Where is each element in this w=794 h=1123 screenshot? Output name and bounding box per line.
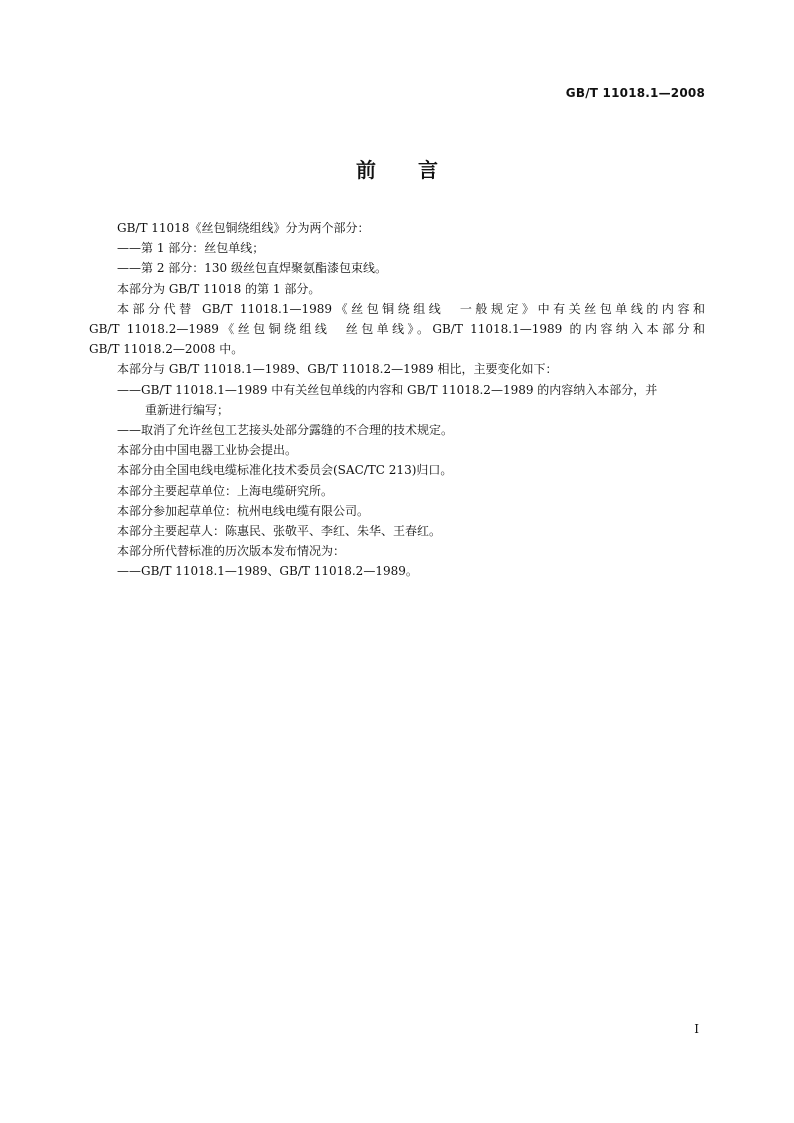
list-item-previous-editions: ——GB/T 11018.1—1989、GB/T 11018.2—1989。 [117,564,418,579]
foreword-body [89,218,705,582]
page-title: 前言 [356,158,480,182]
list-item-change-1-continued: 重新进行编写； [145,402,230,417]
list-item-part-1: ——第 1 部分：丝包单线； [117,241,265,256]
paragraph-replaces-line-2: GB/T 11018.2—1989《丝包铜绕组线 丝包单线》。GB/T 11018.1—1989 的内容纳入本部分和 [89,322,705,337]
paragraph-replaces-line-1: 本部分代替 GB/T 11018.1—1989《丝包铜绕组线 一般规定》中有关丝包单线的内容和 [117,301,705,316]
paragraph-proposed-by: 本部分由中国电器工业协会提出。 [117,443,298,458]
list-item-part-2: ——第 2 部分：130 级丝包直焊聚氨酯漆包束线。 [117,261,387,276]
paragraph-parts-intro: GB/T 11018《丝包铜绕组线》分为两个部分： [117,221,370,235]
list-item-change-1: ——GB/T 11018.1—1989 中有关丝包单线的内容和 GB/T 11018.2—1989 的内容纳入本部分，并 [117,382,658,397]
paragraph-changes-intro: 本部分与 GB/T 11018.1—1989、GB/T 11018.2—1989 相比，主要变化如下： [117,362,558,377]
page-number: I [694,1022,699,1036]
paragraph-previous-editions: 本部分所代替标准的历次版本发布情况为： [117,544,346,559]
paragraph-administered-by: 本部分由全国电线电缆标准化技术委员会(SAC/TC 213)归口。 [117,463,453,478]
paragraph-this-part: 本部分为 GB/T 11018 的第 1 部分。 [117,281,321,296]
paragraph-replaces-line-3: GB/T 11018.2—2008 中。 [89,342,244,357]
paragraph-participating-drafter: 本部分参加起草单位：杭州电线电缆有限公司。 [117,503,370,518]
paragraph-drafters: 本部分主要起草人：陈惠民、张敬平、李红、朱华、王春红。 [117,524,442,539]
list-item-change-2: ——取消了允许丝包工艺接头处部分露缝的不合理的技术规定。 [117,423,454,438]
standard-number-header: GB/T 11018.1—2008 [565,86,705,100]
paragraph-main-drafter: 本部分主要起草单位：上海电缆研究所。 [117,483,334,498]
